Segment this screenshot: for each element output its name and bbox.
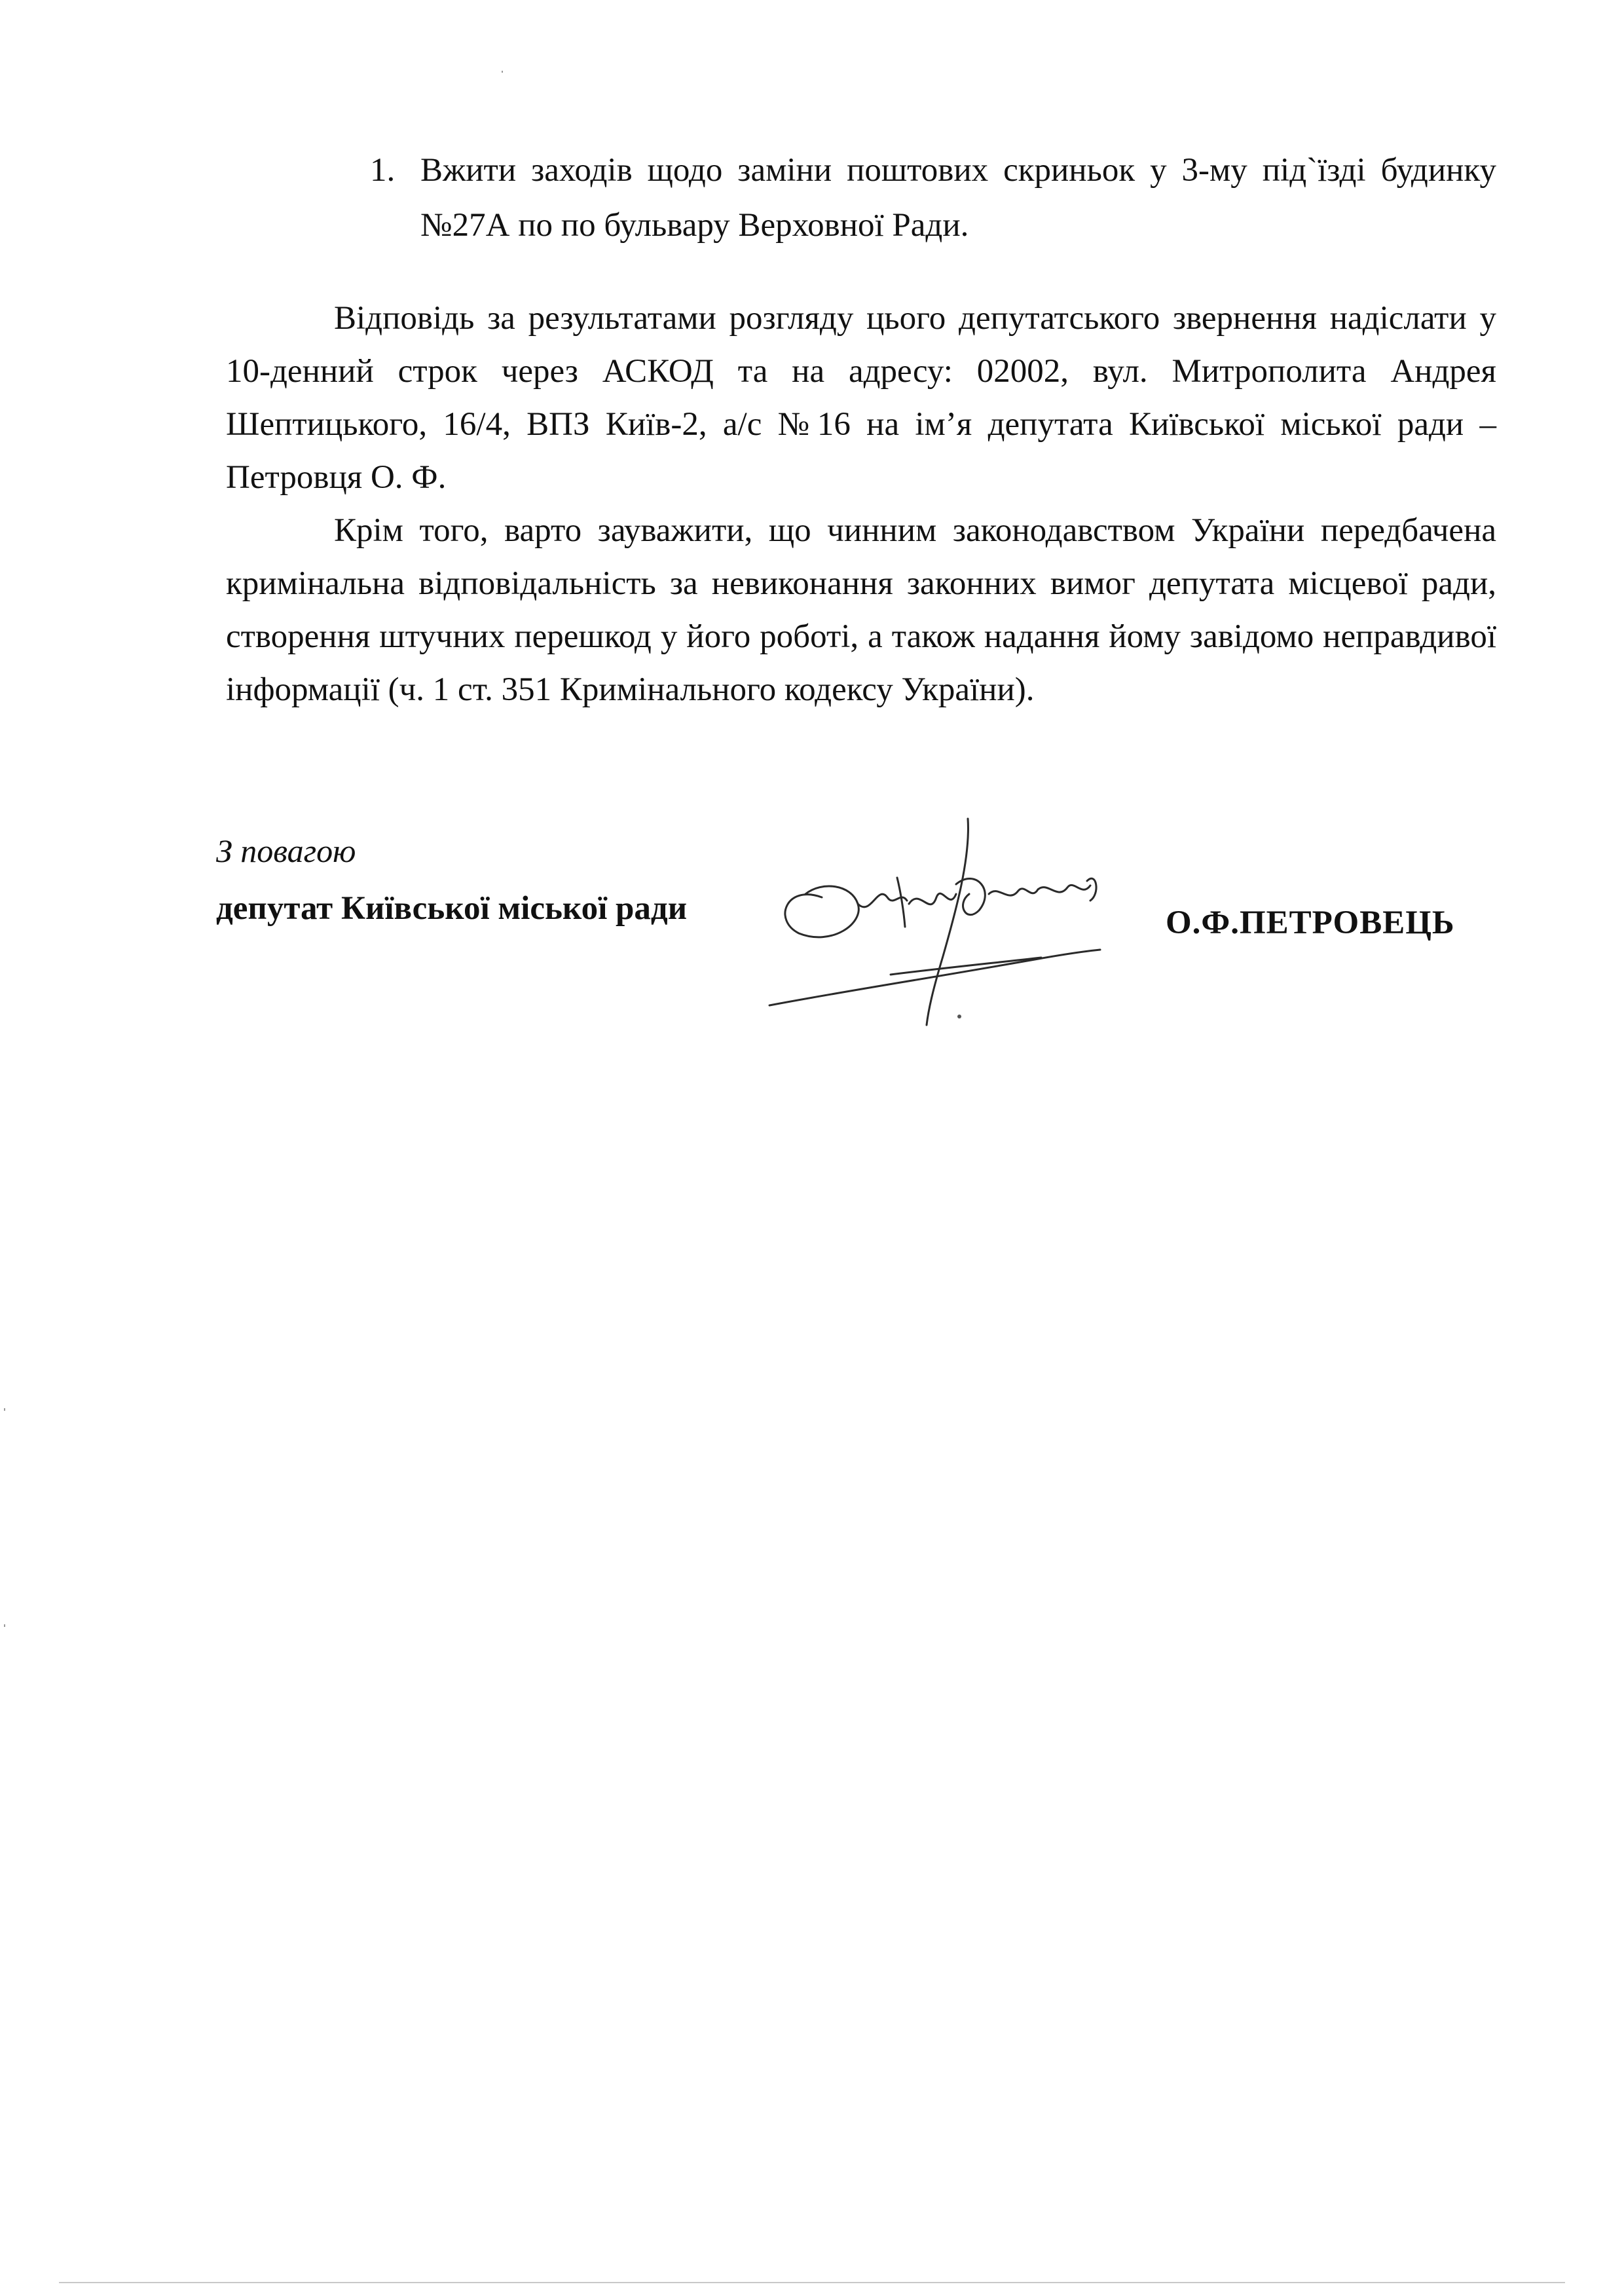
closing-phrase: З повагою xyxy=(216,832,356,869)
response-paragraph: Відповідь за результатами розгляду цього депутатського звернення надіслати у 10-денний строк через АСКОД та на адресу: 02002, вул. Митрополита Андрея Шептицького, 16/4, ВПЗ Київ-2, а/с №16 на ім’я депутата Київської міської ради – Петровця О. Ф. xyxy=(226,300,1496,496)
scan-edge-line xyxy=(59,2282,1565,2283)
list-number: 1. xyxy=(370,152,396,189)
list-item-1 xyxy=(370,143,1496,253)
list-item-text: Вжити заходів щодо заміни поштових скриньок у 3-му під`їзді будинку №27А по по бульвару Верховної Ради. xyxy=(420,152,1496,244)
signer-position: депутат Київської міської ради xyxy=(216,890,688,927)
scan-speck xyxy=(502,71,503,73)
handwritten-signature xyxy=(760,806,1126,1028)
signer-name: О.Ф.ПЕТРОВЕЦЬ xyxy=(1166,905,1455,941)
scan-speck xyxy=(4,1408,5,1411)
liability-paragraph: Крім того, варто зауважити, що чинним законодавством України передбачена кримінальна відповідальність за невиконання законних вимог депутата місцевої ради, створення штучних перешкод у його роботі, а також надання йому завідомо неправдивої інформації (ч. 1 ст. 351 Кримінального кодексу України). xyxy=(226,512,1496,708)
scan-speck xyxy=(4,1624,5,1627)
